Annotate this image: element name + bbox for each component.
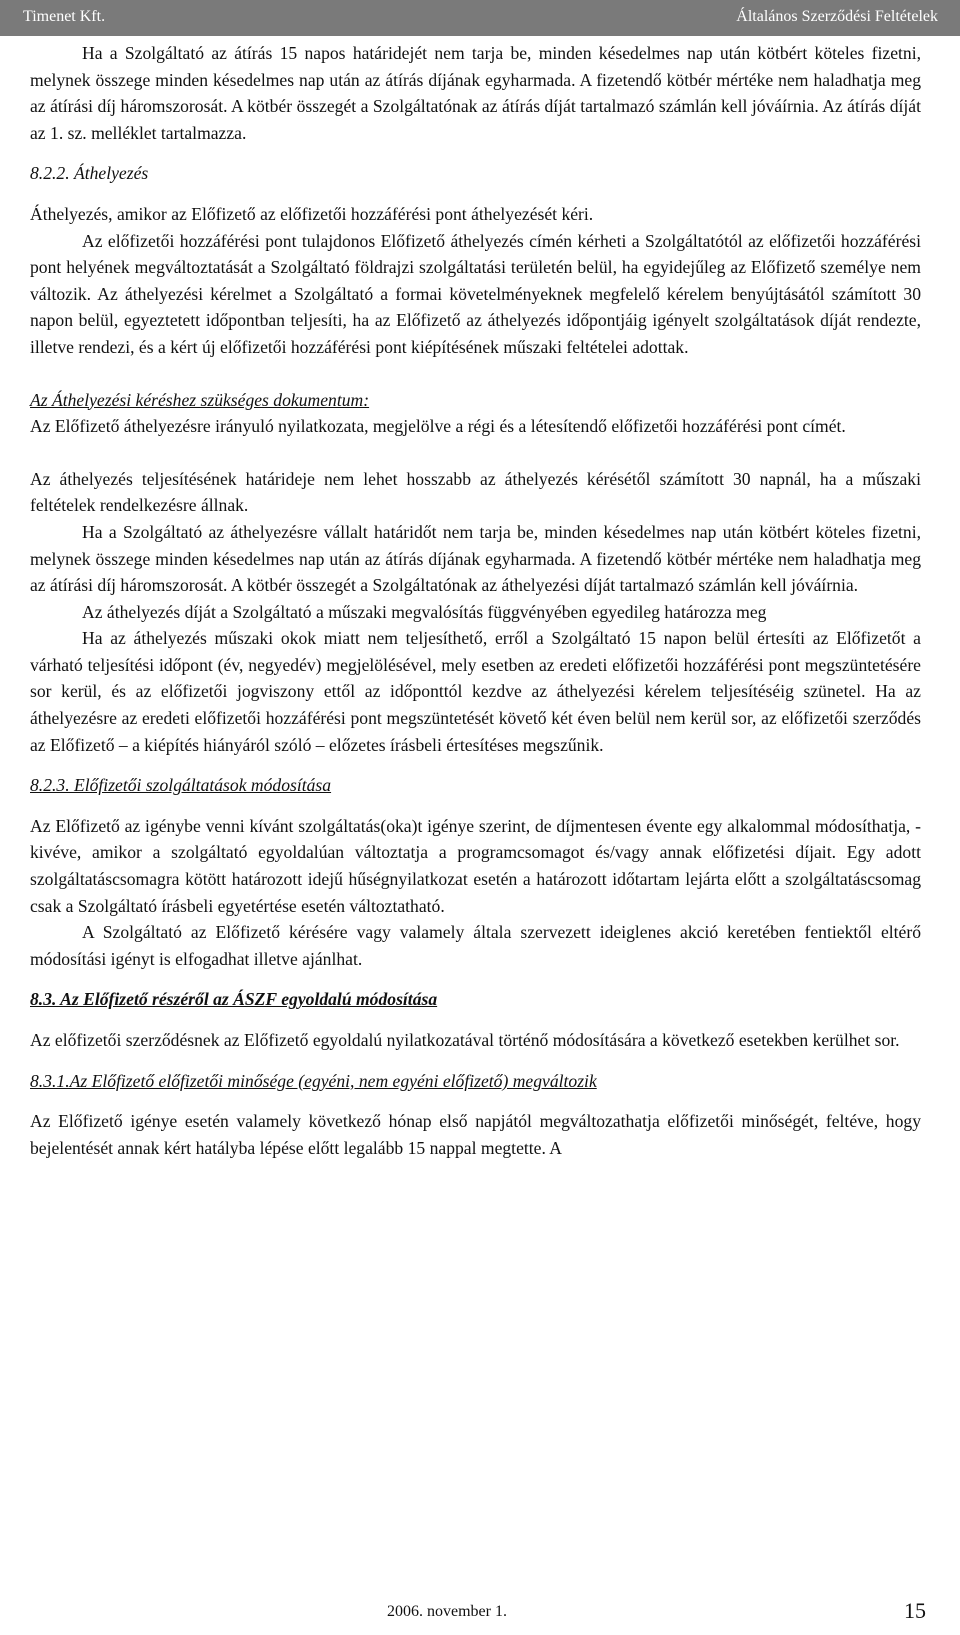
header-doc-title: Általános Szerződési Feltételek bbox=[736, 8, 938, 25]
page-header bbox=[0, 0, 960, 36]
paragraph-transfer-penalty: Ha a Szolgáltató az átírás 15 napos határidejét nem tarja be, minden késedelmes nap után kötbért köteles fizetni, melynek összege minden késedelmes nap után az átírás díjának egyharmada. A fizetendő kötbér mértéke nem haladhatja meg az átírási díj háromszorosát. A kötbér összegét a Szolgáltatónak az átírás díját tartalmazó számlán kell jóváírnia. Az átírás díját az 1. sz. melléklet tartalmazza. bbox=[30, 43, 921, 143]
document-body bbox=[30, 40, 921, 1161]
document-requirement-heading: Az Áthelyezési kéréshez szükséges dokumentum: bbox=[30, 389, 370, 410]
paragraph-relocation-deadline: Az áthelyezés teljesítésének határideje nem lehet hosszabb az áthelyezés kérésétől számított 30 napnál, ha a műszaki feltételek rendelkezésre állnak. bbox=[30, 468, 921, 516]
paragraph-relocation-fee: Az áthelyezés díját a Szolgáltató a műszaki megvalósítás függvényében egyedileg határozza meg bbox=[82, 601, 767, 622]
paragraph-relocation-conditions: Az előfizetői hozzáférési pont tulajdonos Előfizető áthelyezés címén kérheti a Szolgáltatótól az előfizetői hozzáférési pont helyének megváltoztatását a Szolgáltató földrajzi szolgáltatási területén belül, ha egyidejűleg az Előfizető személye nem változik. Az áthelyezési kérelmet a Szolgáltató a formai követelményeknek megfelelő kérelem benyújtásától számított 30 napon belül, egyeztetett időpontban teljesíti, ha az Előfizető az áthelyezés időpontjáig igényelt szolgáltatások díját rendezte, illetve rendezi, és a kért új előfizetői hozzáférési pont kiépítésének műszaki feltételei adottak. bbox=[30, 230, 921, 357]
paragraph-relocation-penalty: Ha a Szolgáltató az áthelyezésre vállalt határidőt nem tarja be, minden késedelmes nap után kötbért köteles fizetni, melynek összege minden késedelmes nap után az átírás díjának egyharmada. A fizetendő kötbér mértéke nem haladhatja meg az átírási díj háromszorosát. A kötbér összegét a Szolgáltatónak az áthelyezési díját tartalmazó számlán kell jóváírnia. bbox=[30, 521, 921, 596]
paragraph-subscriber-status: Az Előfizető igénye esetén valamely következő hónap első napjától megváltozathatja előfizetői minőségét, feltéve, hogy bejelentését annak kért hatályba lépése előtt legalább 15 nappal megtette. A bbox=[30, 1111, 921, 1158]
section-heading-8-2-3: 8.2.3. Előfizetői szolgáltatások módosítása bbox=[30, 775, 332, 796]
paragraph-unilateral-modification: Az előfizetői szerződésnek az Előfizető egyoldalú nyilatkozatával történő módosítására a következő esetekben kerülhet sor. bbox=[30, 1030, 900, 1050]
paragraph-relocation-definition: Áthelyezés, amikor az Előfizető az előfizetői hozzáférési pont áthelyezését kéri. bbox=[30, 203, 594, 224]
section-heading-8-2-2: 8.2.2. Áthelyezés bbox=[30, 163, 149, 184]
paragraph-relocation-technical: Ha az áthelyezés műszaki okok miatt nem teljesíthető, erről a Szolgáltató 15 napon belül értesíti az Előfizetőt a várható teljesítési időpont (év, negyedév) megjelölésével, mely esetben az eredeti előfizetői hozzáférési pont megszüntetésére sor kerül, és az előfizetői jogviszony ettől az időponttól kezdve az áthelyezési kérelem teljesítéséig szünetel. Ha az áthelyezésre az eredeti előfizetői hozzáférési pont megszüntetését követő két éven belül nem kerül sor, az előfizetői szerződés az Előfizető – a kiépítés hiányáról szóló – előzetes írásbeli értesítéses megszűnik. bbox=[30, 628, 921, 755]
page-number: 15 bbox=[904, 1598, 926, 1623]
paragraph-provider-offer: A Szolgáltató az Előfizető kérésére vagy valamely általa szervezett ideiglenes akció keretében fentiektől eltérő módosítási igényt is elfogadhat illetve ajánlhat. bbox=[30, 922, 921, 969]
section-heading-8-3-1: 8.3.1.Az Előfizető előfizetői minősége (egyéni, nem egyéni előfizető) megváltozik bbox=[30, 1070, 597, 1091]
header-company: Timenet Kft. bbox=[23, 8, 106, 25]
paragraph-service-modification: Az Előfizető az igénybe venni kívánt szolgáltatás(oka)t igénye szerint, de díjmentesen évente egy alkalommal módosíthatja, - kivéve, amikor a szolgáltató egyoldalúan változtatja a programcsomagot és/vagy annak előfizetési díjait. Egy adott szolgáltatáscsomagra kötött határozott idejű hűségnyilatkozat esetén a határozott időtartam lejárta előtt a szolgáltatáscsomag csak a Szolgáltató írásbeli egyetértése esetén változtatható. bbox=[30, 815, 921, 916]
paragraph-relocation-declaration: Az Előfizető áthelyezésre irányuló nyilatkozata, megjelölve a régi és a létesítendő előfizetői hozzáférési pont címét. bbox=[30, 416, 846, 437]
footer-date: 2006. november 1. bbox=[387, 1603, 507, 1620]
section-heading-8-3: 8.3. Az Előfizető részéről az ÁSZF egyoldalú módosítása bbox=[30, 989, 438, 1010]
